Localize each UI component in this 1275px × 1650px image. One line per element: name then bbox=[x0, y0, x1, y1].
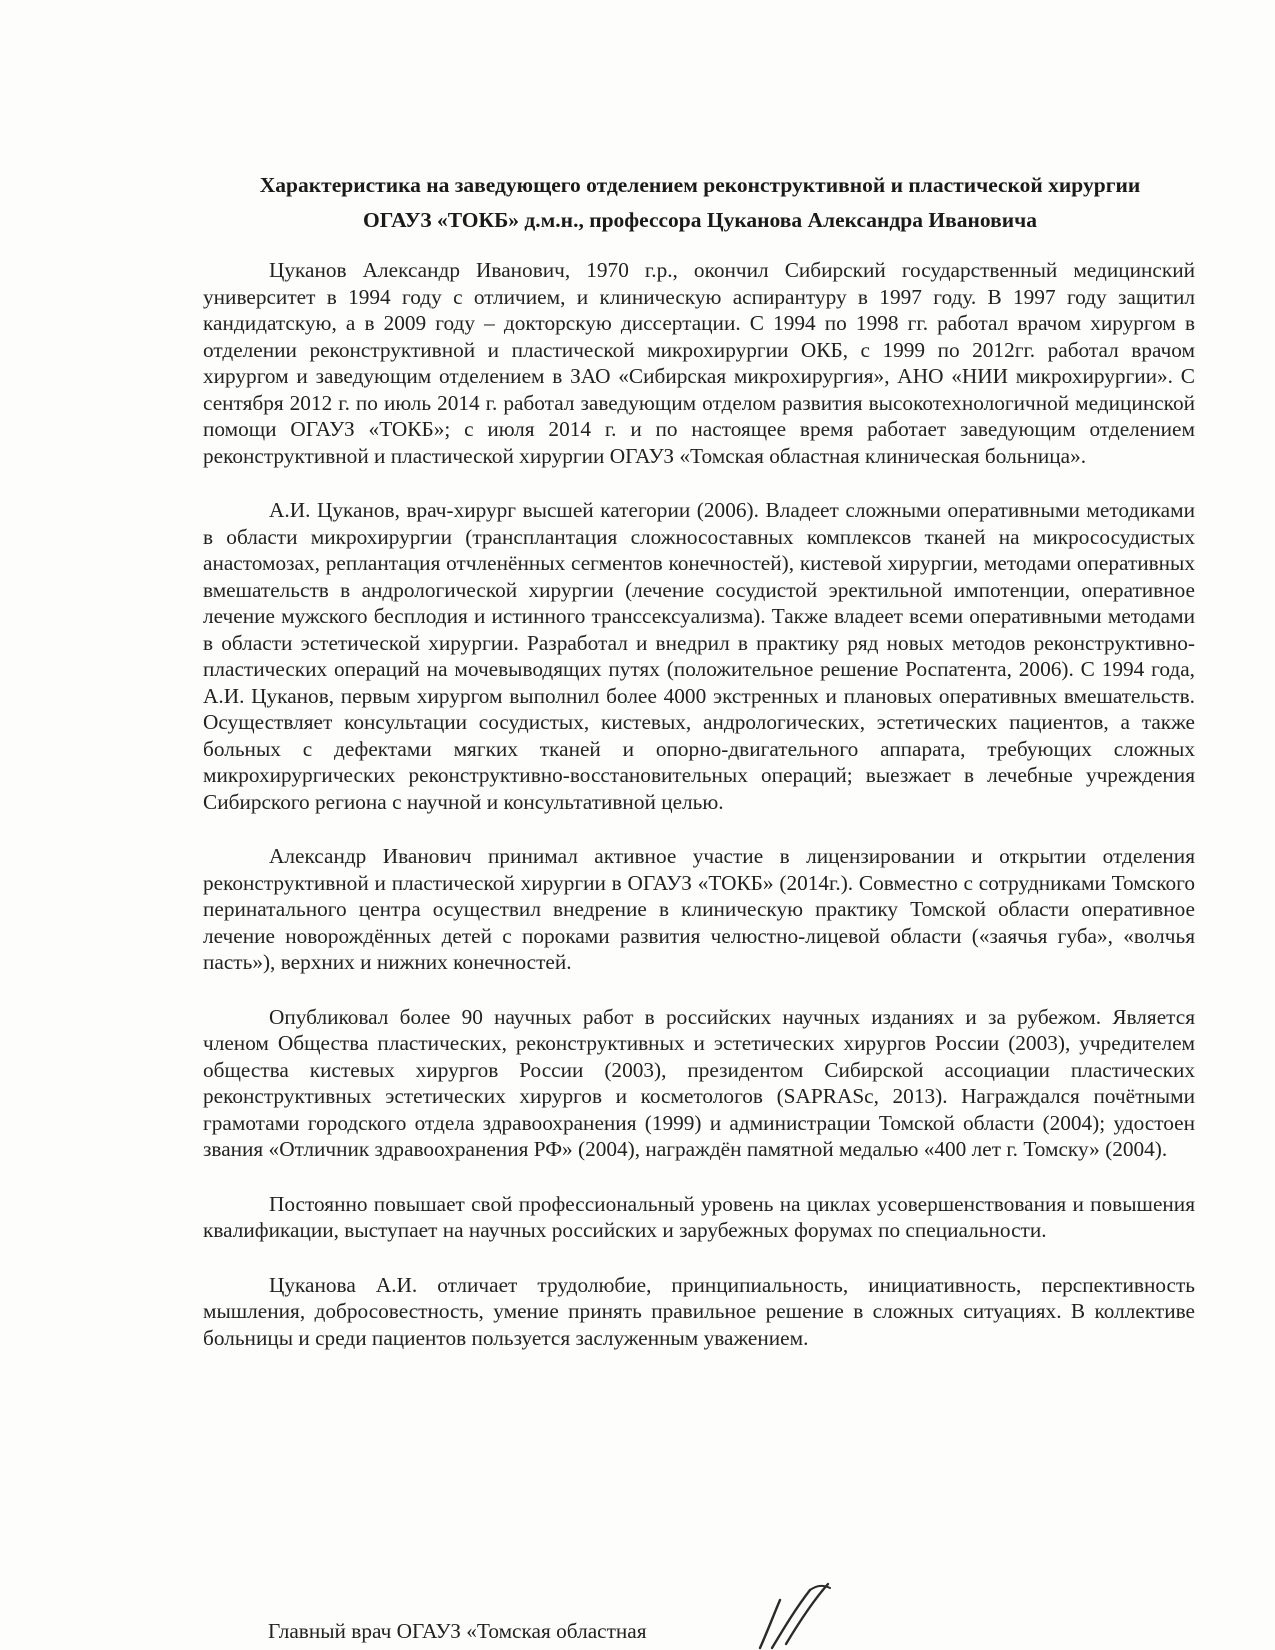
paragraph-professional-development: Постоянно повышает свой профессиональный уровень на циклах усовершенствования и повышения квалификации, выступает на научных российских и зарубежных форумах по специальности. bbox=[203, 1191, 1195, 1242]
signatory-title: Главный врач ОГАУЗ «Томская областная bbox=[268, 1619, 647, 1643]
paragraph-publications-awards: Опубликовал более 90 научных работ в российских научных изданиях и за рубежом. Является членом Общества пластических, реконструктивных и эстетических хирургов России (2003), учредителем общества кистевых хирургов России (2003), президентом Сибирской ассоциации пластических реконструктивных эстетических хирургов и косметологов (SAPRASc, 2013). Награждался почётными грамотами городского отдела здравоохранения (1999) и администрации Томской области (2004); удостоен звания «Отличник здравоохранения РФ» (2004), награждён памятной медалью «400 лет г. Томску» (2004). bbox=[203, 1004, 1195, 1161]
document-title-line-1: Характеристика на заведующего отделением реконструктивной и пластической хирургии bbox=[259, 173, 1141, 197]
document-title-line-2: ОГАУЗ «ТОКБ» д.м.н., профессора Цуканова Александра Ивановича bbox=[363, 208, 1037, 232]
handwritten-signature bbox=[750, 1578, 840, 1650]
document-title bbox=[200, 168, 1200, 238]
paragraph-biography: Цуканов Александр Иванович, 1970 г.р., окончил Сибирский государственный медицинский университет в 1994 году с отличием, и клиническую аспирантуру в 1997 году. В 1997 году защитил кандидатскую, а в 2009 году – докторскую диссертации. С 1994 по 1998 гг. работал врачом хирургом в отделении реконструктивной и пластической микрохирургии ОКБ, с 1999 по 2012гг. работал врачом хирургом и заведующим отделением в ЗАО «Сибирская микрохирургия», АНО «НИИ микрохирургии». С сентября 2012 г. по июль 2014 г. работал заведующим отделом развития высокотехнологичной медицинской помощи ОГАУЗ «ТОКБ»; с июля 2014 г. и по настоящее время работает заведующим отделением реконструктивной и пластической хирургии ОГАУЗ «Томская областная клиническая больница». bbox=[203, 258, 1195, 468]
paragraph-department-founding: Александр Иванович принимал активное участие в лицензировании и открытии отделения реконструктивной и пластической хирургии в ОГАУЗ «ТОКБ» (2014г.). Совместно с сотрудниками Томского перинатального центра осуществил внедрение в клиническую практику Томской области оперативное лечение новорождённых детей с пороками развития челюстно-лицевой области («заячья губа», «волчья пасть»), верхних и нижних конечностей. bbox=[203, 844, 1195, 974]
document-body bbox=[203, 257, 1195, 1379]
paragraph-qualifications: А.И. Цуканов, врач-хирург высшей категории (2006). Владеет сложными оперативными методиками в области микрохирургии (трансплантация сложносоставных комплексов тканей на микрососудистых анастомозах, реплантация отчленённых сегментов конечностей), кистевой хирургии, методами оперативных вмешательств в андрологической хирургии (лечение сосудистой эректильной импотенции, оперативное лечение мужского бесплодия и истинного транссексуализма). Также владеет всеми оперативными методами в области эстетической хирургии. Разработал и внедрил в практику ряд новых методов реконструктивно-пластических операций на мочевыводящих путях (положительное решение Роспатента, 2006). С 1994 года, А.И. Цуканов, первым хирургом выполнил более 4000 экстренных и плановых оперативных вмешательств. Осуществляет консультации сосудистых, кистевых, андрологических, эстетических пациентов, а также больных с дефектами мягких тканей и опорно-двигательного аппарата, требующих сложных микрохирургических реконструктивно-восстановительных операций; выезжает в лечебные учреждения Сибирского региона с научной и консультативной целью. bbox=[203, 498, 1195, 814]
paragraph-personal-qualities: Цуканова А.И. отличает трудолюбие, принципиальность, инициативность, перспективность мышления, добросовестность, умение принять правильное решение в сложных ситуациях. В коллективе больницы и среди пациентов пользуется заслуженным уважением. bbox=[203, 1272, 1195, 1350]
